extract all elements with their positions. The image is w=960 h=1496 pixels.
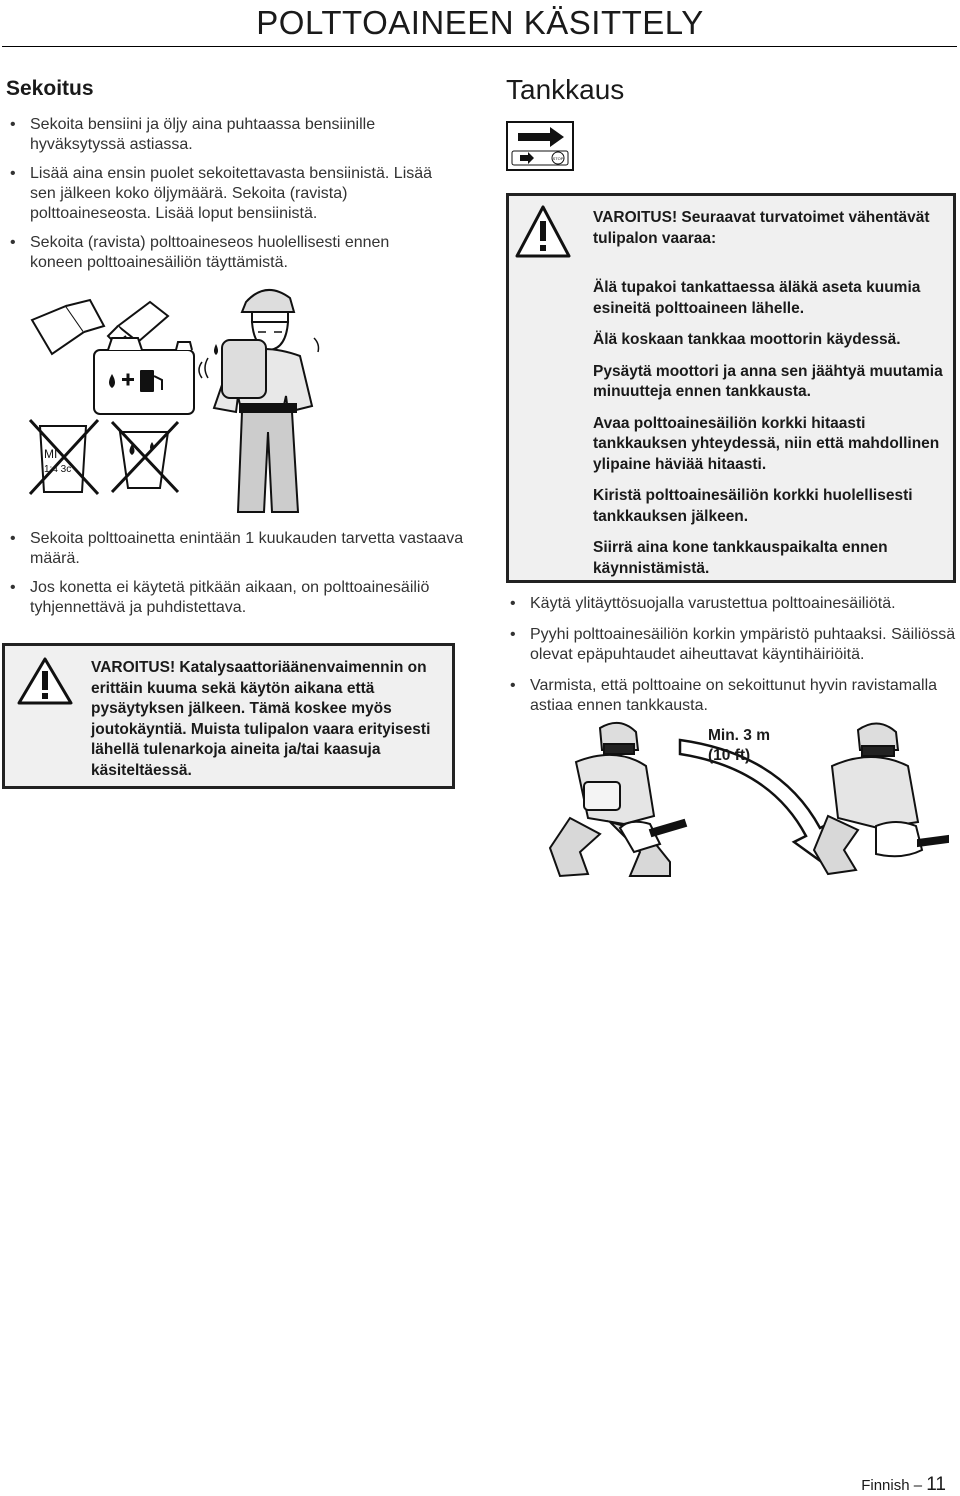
- can-label-1: MI: [44, 447, 58, 461]
- page-number: 11: [926, 1474, 946, 1495]
- fuel-warning-heading: VAROITUS! Seuraavat turvatoimet vähentävät tulipalon vaaraa:: [593, 209, 930, 247]
- list-item: • Sekoita bensiini ja öljy aina puhtaassa bensiinille hyväksytyssä astiassa.: [6, 115, 446, 155]
- catalytic-warning-text: VAROITUS! Katalysaattoriäänenvaimennin on erittäin kuuma sekä käytön aikana että pysäytyksen jälkeen. Tämä koskee myös joutokäyntiä. Muista tulipalon vaara erityisesti lähellä tulenarkoja aineita ja/tai kaasuja käsiteltäessä.: [91, 659, 431, 779]
- warning-item: Älä koskaan tankkaa moottorin käydessä.: [593, 331, 901, 348]
- page-footer: [861, 1474, 946, 1496]
- warning-item: Älä tupakoi tankattaessa äläkä aseta kuumia esineitä polttoaineen lähelle.: [593, 279, 921, 317]
- sekoitus-heading: Sekoitus: [6, 77, 94, 100]
- distance-label: [708, 726, 770, 766]
- tankkaus-heading: Tankkaus: [506, 74, 625, 105]
- warning-triangle-icon: [515, 204, 571, 260]
- fuel-stop-symbol: [506, 121, 574, 171]
- fuel-warning-items: [593, 278, 953, 590]
- warning-item: Pysäytä moottori ja anna sen jäähtyä muutamia minuutteja ennen tankkausta.: [593, 362, 943, 400]
- list-item: • Käytä ylitäyttösuojalla varustettua polttoainesäiliötä.: [506, 594, 960, 614]
- list-item: • Jos konetta ei käytetä pitkään aikaan, on polttoainesäiliö tyhjennettävä ja puhdistettava.: [6, 578, 466, 618]
- fuel-warning-box: [506, 193, 956, 583]
- list-item: • Sekoita (ravista) polttoaineseos huolellisesti ennen koneen polttoainesäiliön täyttämistä.: [6, 233, 446, 273]
- warning-item: Kiristä polttoainesäiliön korkki huolellisesti tankkauksen jälkeen.: [593, 487, 913, 525]
- page-title: POLTTOAINEEN KÄSITTELY: [256, 4, 704, 41]
- stop-label: STOP: [552, 156, 564, 161]
- distance-metric: Min. 3 m: [708, 727, 771, 744]
- list-item: • Varmista, että polttoaine on sekoittunut hyvin ravistamalla astiaa ennen tankkausta.: [506, 676, 960, 716]
- warning-triangle-icon: [17, 656, 73, 706]
- sekoitus-bullet-list: [6, 115, 446, 282]
- list-item: • Pyyhi polttoainesäiliön korkin ympäristö puhtaaksi. Säiliössä olevat epäpuhtaudet aiheuttavat käyntihäiriöitä.: [506, 625, 960, 665]
- list-item: • Sekoita polttoainetta enintään 1 kuukauden tarvetta vastaava määrä.: [6, 529, 466, 569]
- list-item: • Lisää aina ensin puolet sekoitettavasta bensiinistä. Lisää sen jälkeen koko öljymäärä. Sekoita (ravista) polttoaineseosta. Lisää loput bensiinistä.: [6, 164, 446, 224]
- can-label-2: 1:4 3c: [44, 464, 72, 475]
- warning-item: Siirrä aina kone tankkauspaikalta ennen käynnistämistä.: [593, 539, 888, 577]
- sekoitus-bullet-list-2: [6, 529, 466, 627]
- catalytic-warning-box: [2, 643, 455, 789]
- title-rule: [2, 46, 957, 47]
- fuel-mixing-illustration: [28, 298, 203, 498]
- person-shaking-can-illustration: [196, 278, 336, 518]
- warning-item: Avaa polttoainesäiliön korkki hitaasti tankkauksen yhteydessä, niin että mahdollinen ylipaine häviää hitaasti.: [593, 414, 940, 473]
- distance-imperial: (10 ft): [708, 747, 751, 764]
- tankkaus-bullet-list: [506, 594, 960, 727]
- footer-language: Finnish –: [861, 1477, 923, 1494]
